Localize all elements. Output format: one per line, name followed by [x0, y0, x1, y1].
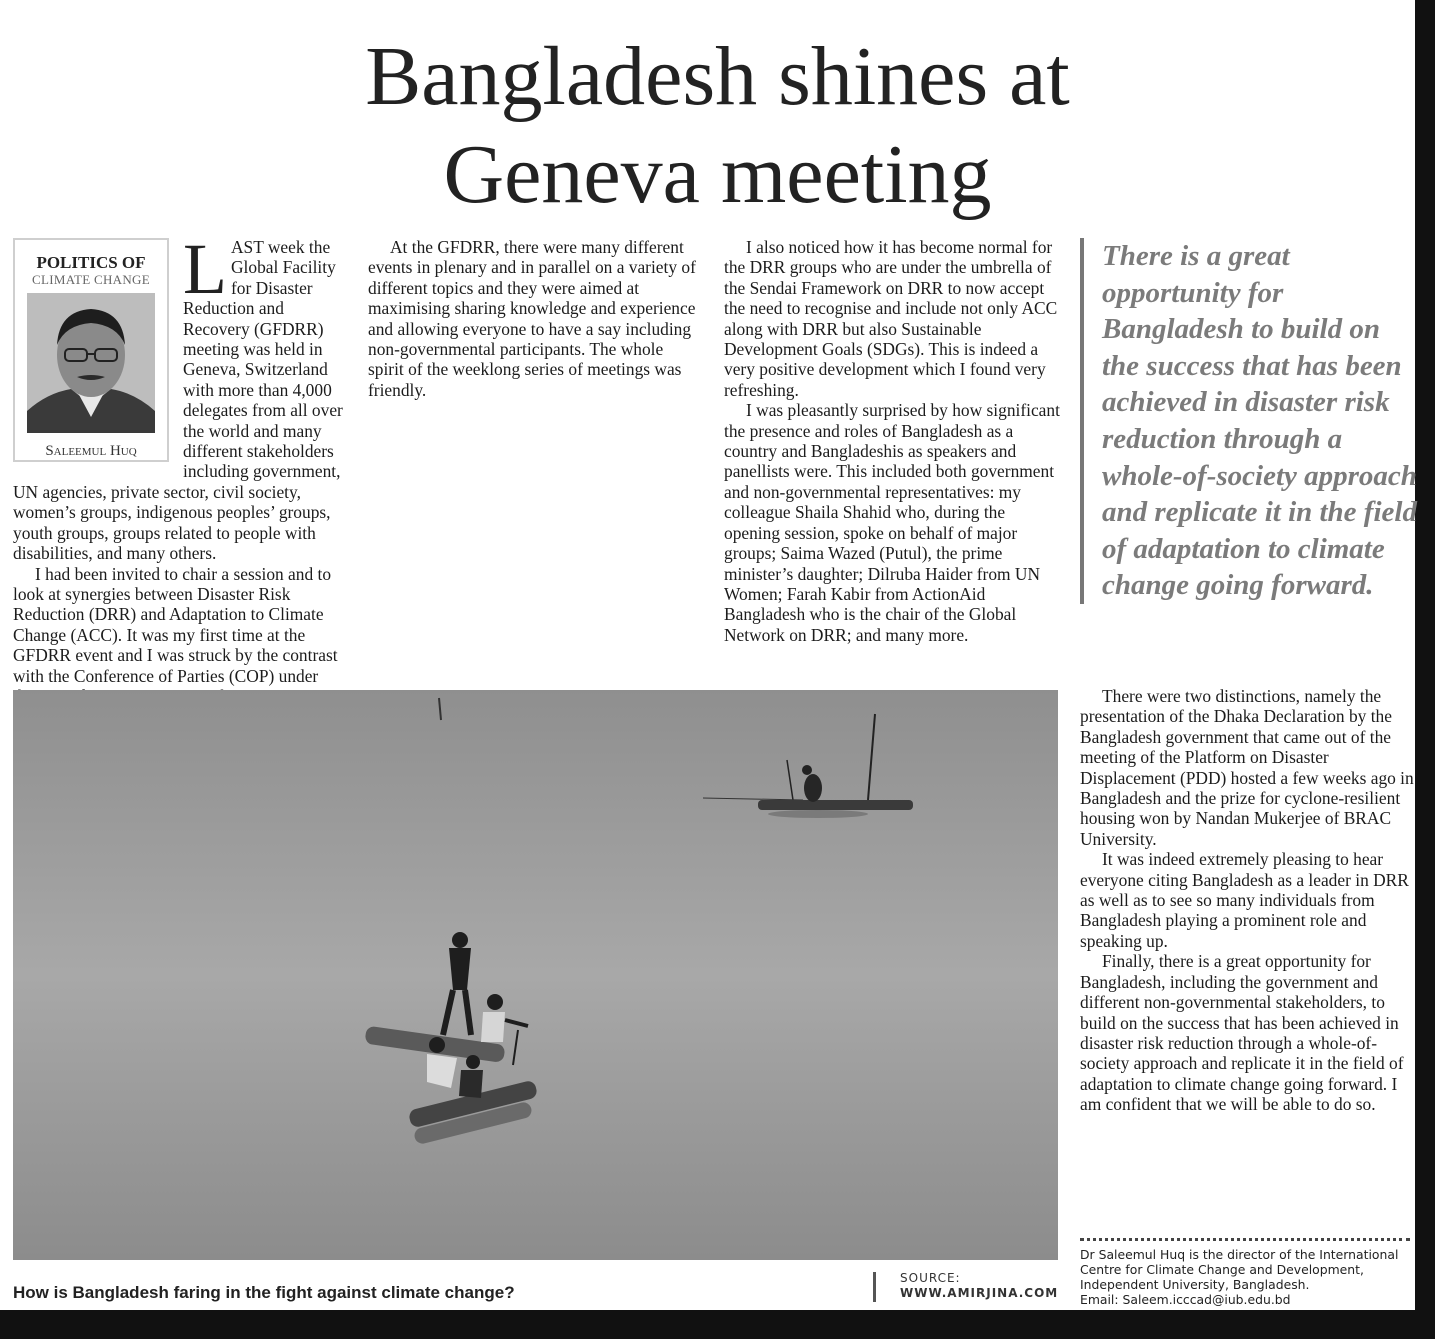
- pull-quote: There is a great opportunity for Bangladesh to build on the success that has been achieved in disaster risk reduction through a whole-of-society approach and replicate it in the field of adaptation to climate change going forward.: [1080, 238, 1422, 604]
- paragraph-6: There were two distinctions, namely the presentation of the Dhaka Declaration by the Bangladesh government that came out of the meeting of the Platform on Disaster Displacement (PDD) hosted a few weeks ago in Bangladesh and the prize for cyclone-resilient housing won by Nandan Mukerjee of BRAC University.: [1080, 686, 1414, 849]
- column-name: POLITICS OF: [36, 253, 146, 272]
- drop-cap: L: [183, 229, 227, 309]
- paragraph-3: At the GFDRR, there were many different events in plenary and in parallel on a variety of different topics and they were aimed at maximising sharing knowledge and experience and allowing everyone to have a say including non-governmental participants. The whole spirit of the weeklong series of meetings was friendly.: [368, 237, 696, 400]
- bio-email: Email: Saleem.icccad@iub.edu.bd: [1080, 1292, 1291, 1307]
- photo-caption: How is Bangladesh faring in the fight against climate change?: [13, 1283, 515, 1302]
- source-divider: [873, 1272, 876, 1302]
- article-column-3: [724, 237, 1064, 645]
- article-column-4: [1080, 686, 1415, 1115]
- paragraph-8: Finally, there is a great opportunity for Bangladesh, including the government and different non-governmental stakeholders, to build on the success that has been achieved in disaster risk reduction through a whole-of-society approach and replicate it in the field of adaptation to climate change going forward. I am confident that we will be able to do so.: [1080, 951, 1404, 1115]
- headline: [0, 28, 1435, 224]
- source-label: SOURCE:: [900, 1271, 961, 1285]
- bio-divider: [1080, 1238, 1410, 1241]
- paragraph-2: I had been invited to chair a session and to look at synergies between Disaster Risk Reduction (DRR) and Adaptation to Climate Change (ACC). It was my first time at the GFDRR event and I was struck by the contrast with the Conference of Parties (COP) under: [13, 563, 338, 686]
- paragraph-5: I was pleasantly surprised by how significant the presence and roles of Bangladesh as a country and Bangladeshis as speakers and panellists were. This included both government and non-governmental representatives: my colleague Shaila Shahid who, during the opening session, spoke on behalf of major groups; Saima Wazed (Putul), the prime minister’s daughter; Dilruba Haider from UN Women; Farah Kabir from ActionAid Bangladesh who is the chair of the Global Network on DRR; and many more.: [724, 400, 1060, 645]
- river-photo: [13, 690, 1058, 1260]
- headline-line-1: Bangladesh shines at: [365, 30, 1070, 123]
- bio-text: Dr Saleemul Huq is the director of the International Centre for Climate Change and Development, Independent University, Bangladesh.: [1080, 1247, 1399, 1292]
- author-photo: [27, 293, 155, 433]
- source-url: WWW.AMIRJINA.COM: [900, 1286, 1059, 1300]
- column-subtitle: CLIMATE CHANGE: [32, 272, 150, 287]
- byline-box: [13, 238, 169, 462]
- author-bio: [1080, 1247, 1412, 1307]
- article-column-2: [368, 237, 700, 400]
- paragraph-1: AST week the Global Facility for Disaster Reduction and Recovery (GFDRR) meeting was held in Geneva, Switzerland with more than 4,000 delegates from all over the world and many different stakeholders including government, UN agencies, private sector, civil society, women’s groups, indigenous peoples’ groups, youth groups, groups related to people with disabilities, and many others.: [13, 237, 343, 564]
- headline-line-2: Geneva meeting: [443, 128, 992, 221]
- paragraph-4: I also noticed how it has become normal for the DRR groups who are under the umbrella of the Sendai Framework on DRR to now accept the need to recognise and include not only ACC along with DRR but also Sustainable Development Goals (SDGs). This is indeed a very positive development which I found very refreshing.: [724, 237, 1058, 400]
- paragraph-7: It was indeed extremely pleasing to hear everyone citing Bangladesh as a leader in DRR as well as to see so many individuals from Bangladesh playing a prominent role and speaking up.: [1080, 849, 1409, 951]
- author-name: Saleemul Huq: [45, 443, 137, 459]
